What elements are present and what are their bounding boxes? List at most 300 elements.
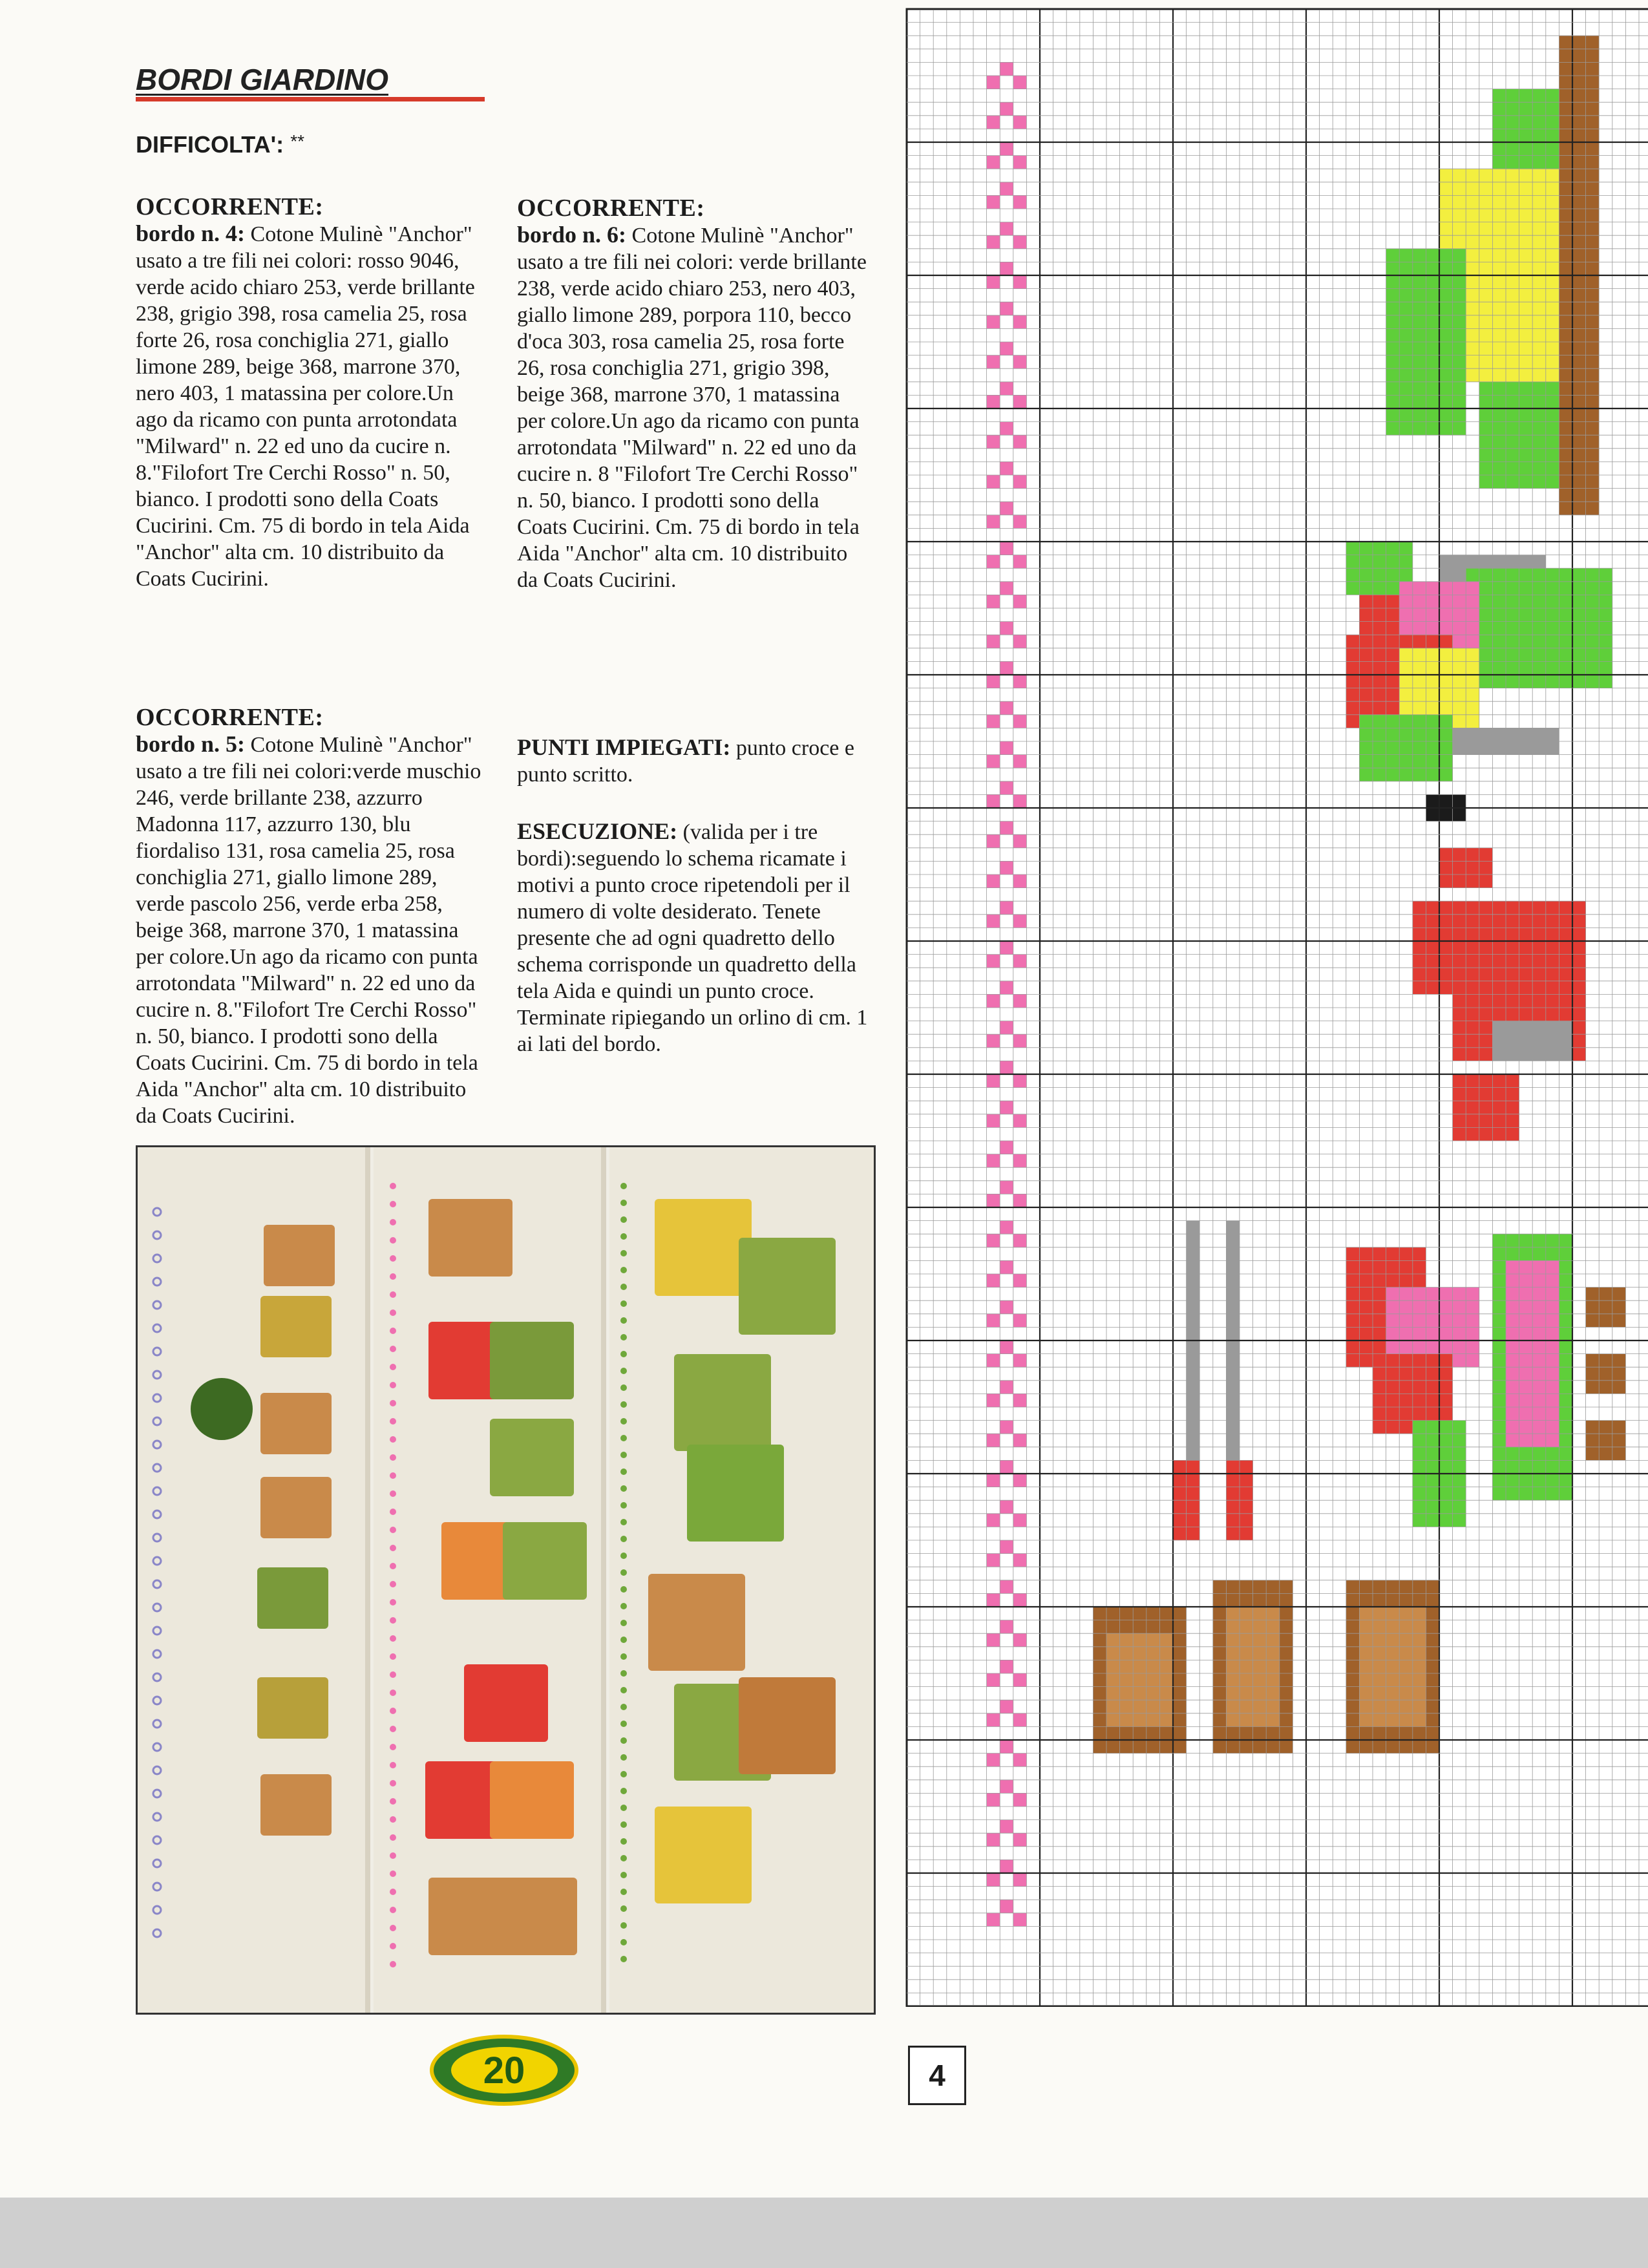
blue-dot-stitch bbox=[153, 1487, 161, 1495]
pink-chain-stitch bbox=[987, 1314, 1000, 1328]
green-leaf-stitch bbox=[620, 1519, 627, 1525]
embroidered-motif bbox=[655, 1199, 752, 1296]
blue-dot-stitch bbox=[153, 1650, 161, 1658]
pink-chain-stitch bbox=[987, 915, 1000, 928]
embroidered-motif bbox=[490, 1419, 574, 1496]
blue-dot-stitch bbox=[153, 1813, 161, 1821]
pink-chain-stitch bbox=[1000, 382, 1013, 396]
pink-chain-stitch bbox=[390, 1273, 396, 1280]
embroidered-pot bbox=[260, 1296, 332, 1357]
pink-chain-stitch bbox=[1000, 1221, 1013, 1235]
pink-chain-stitch bbox=[1013, 1474, 1027, 1487]
pink-chain-stitch bbox=[1013, 1234, 1027, 1247]
pink-chain-stitch bbox=[1000, 1660, 1013, 1673]
green-leaf-stitch bbox=[620, 1267, 627, 1273]
pink-chain-stitch bbox=[987, 755, 1000, 768]
pot-edge bbox=[1586, 1421, 1626, 1461]
blue-dot-stitch bbox=[153, 1301, 161, 1309]
bordo5-paragraph bbox=[136, 731, 488, 1129]
blue-dot-stitch bbox=[153, 1255, 161, 1262]
pink-chain-stitch bbox=[1013, 675, 1027, 688]
blue-dot-stitch bbox=[153, 1394, 161, 1402]
pink-chain-stitch bbox=[1000, 1460, 1013, 1474]
green-leaf-stitch bbox=[620, 1485, 627, 1492]
pink-chain-stitch bbox=[987, 76, 1000, 89]
pink-chain-stitch bbox=[987, 994, 1000, 1008]
green-leaf-stitch bbox=[620, 1670, 627, 1677]
pink-chain-stitch bbox=[390, 1255, 396, 1262]
pink-chain-stitch bbox=[1013, 555, 1027, 569]
embroidery-motifs bbox=[138, 1147, 874, 2013]
pink-chain-stitch bbox=[1013, 1034, 1027, 1048]
pink-chain-stitch bbox=[1000, 502, 1013, 515]
pink-chain-stitch bbox=[390, 1744, 396, 1750]
blue-dot-stitch bbox=[153, 1557, 161, 1565]
green-leaf-stitch bbox=[620, 1502, 627, 1509]
pink-chain-stitch bbox=[1013, 1554, 1027, 1567]
pink-chain-stitch bbox=[987, 1633, 1000, 1647]
pink-chain-stitch bbox=[1013, 1633, 1027, 1647]
pink-chain-stitch bbox=[987, 1833, 1000, 1847]
pink-chain-stitch bbox=[1000, 1860, 1013, 1873]
pink-chain-stitch bbox=[1013, 315, 1027, 329]
pink-chain-stitch bbox=[390, 1400, 396, 1406]
green-leaf-stitch bbox=[620, 1821, 627, 1828]
pink-chain-stitch bbox=[987, 1754, 1000, 1767]
pink-chain-stitch bbox=[1013, 955, 1027, 968]
pink-chain-stitch bbox=[390, 1472, 396, 1479]
pink-chain-stitch bbox=[1000, 701, 1013, 715]
pink-chain-stitch bbox=[1000, 1260, 1013, 1274]
blue-dot-stitch bbox=[153, 1836, 161, 1844]
pink-chain-stitch bbox=[390, 1291, 396, 1298]
pink-chain-stitch bbox=[987, 1673, 1000, 1687]
pink-chain-stitch bbox=[1000, 582, 1013, 595]
green-leaf-stitch bbox=[620, 1216, 627, 1223]
pink-chain-stitch bbox=[1000, 1900, 1013, 1913]
blue-dot-stitch bbox=[153, 1697, 161, 1704]
pink-chain-stitch bbox=[390, 1382, 396, 1388]
bordo6-label: bordo n. 6: bbox=[517, 222, 627, 248]
pink-chain-stitch bbox=[1013, 1673, 1027, 1687]
pink-chain-stitch bbox=[987, 874, 1000, 888]
green-leaf-stitch bbox=[620, 1956, 627, 1962]
embroidered-motif bbox=[739, 1238, 836, 1335]
pink-chain-stitch bbox=[987, 1913, 1000, 1927]
embroidered-motif bbox=[687, 1445, 784, 1542]
green-leaf-stitch bbox=[620, 1788, 627, 1794]
pink-chain-stitch bbox=[1013, 915, 1027, 928]
pink-chain-stitch bbox=[390, 1545, 396, 1551]
chart-number-box: 4 bbox=[908, 2046, 966, 2105]
esecuzione-section bbox=[517, 818, 872, 1057]
blue-dot-stitch bbox=[153, 1860, 161, 1867]
pink-chain-stitch bbox=[1013, 1593, 1027, 1607]
pink-chain-stitch bbox=[987, 395, 1000, 408]
pink-chain-stitch bbox=[390, 1762, 396, 1768]
pink-chain-stitch bbox=[1000, 622, 1013, 635]
pink-chain-stitch bbox=[390, 1527, 396, 1533]
green-leaf-stitch bbox=[620, 1368, 627, 1374]
pink-chain-stitch bbox=[1000, 1061, 1013, 1074]
difficulty-label: DIFFICOLTA': bbox=[136, 131, 284, 158]
pink-chain-stitch bbox=[1000, 342, 1013, 355]
pink-chain-stitch bbox=[390, 1907, 396, 1913]
pink-chain-stitch bbox=[987, 1274, 1000, 1288]
pink-chain-stitch bbox=[987, 475, 1000, 489]
pink-chain-stitch bbox=[390, 1871, 396, 1877]
pink-chain-stitch bbox=[987, 435, 1000, 449]
scan-bottom-band bbox=[0, 2198, 1648, 2268]
pink-chain-stitch bbox=[987, 1713, 1000, 1727]
pink-chain-stitch bbox=[390, 1617, 396, 1624]
pink-chain-stitch bbox=[987, 1394, 1000, 1407]
pot-stripes bbox=[1359, 1607, 1426, 1726]
pink-chain-stitch bbox=[1000, 1540, 1013, 1554]
pink-chain-stitch bbox=[1000, 1341, 1013, 1354]
embroidered-pot bbox=[257, 1567, 328, 1629]
pink-chain-stitch bbox=[987, 1793, 1000, 1807]
green-leaf-stitch bbox=[620, 1435, 627, 1441]
pink-chain-stitch bbox=[987, 1154, 1000, 1168]
pink-chain-stitch bbox=[987, 794, 1000, 808]
green-leaf-stitch bbox=[620, 1401, 627, 1408]
blue-dot-stitch bbox=[153, 1883, 161, 1891]
pink-chain-stitch bbox=[1013, 1754, 1027, 1767]
pink-chain-stitch bbox=[1000, 861, 1013, 874]
pink-chain-stitch bbox=[987, 1873, 1000, 1887]
pink-chain-stitch bbox=[1013, 395, 1027, 408]
green-leaf-stitch bbox=[620, 1586, 627, 1593]
pink-chain-stitch bbox=[1000, 1381, 1013, 1394]
pink-chain-stitch bbox=[1013, 1873, 1027, 1887]
pink-chain-stitch bbox=[1013, 834, 1027, 848]
pink-chain-stitch bbox=[1000, 1780, 1013, 1794]
pink-chain-stitch bbox=[987, 515, 1000, 529]
pink-chain-stitch bbox=[1013, 595, 1027, 608]
pink-chain-stitch bbox=[390, 1726, 396, 1732]
pink-chain-stitch bbox=[1000, 182, 1013, 196]
pink-chain-stitch bbox=[390, 1852, 396, 1859]
pink-chain-stitch bbox=[1000, 142, 1013, 156]
pink-chain-stitch bbox=[1013, 156, 1027, 169]
pink-chain-stitch bbox=[1000, 1181, 1013, 1194]
pink-chain-stitch bbox=[1013, 1154, 1027, 1168]
blue-dot-stitch bbox=[153, 1580, 161, 1588]
pink-chain-stitch bbox=[1000, 941, 1013, 955]
pink-chain-stitch bbox=[1000, 1421, 1013, 1434]
pink-chain-stitch bbox=[1000, 1101, 1013, 1114]
pink-chain-stitch bbox=[390, 1201, 396, 1207]
pink-chain-stitch bbox=[987, 1354, 1000, 1368]
embroidered-motif bbox=[648, 1574, 745, 1671]
pink-chain-stitch bbox=[390, 1925, 396, 1931]
cross-stitch-chart bbox=[902, 6, 1648, 2007]
bordo4-label: bordo n. 4: bbox=[136, 220, 246, 246]
bordo6-paragraph bbox=[517, 222, 872, 593]
embroidered-borders-photo bbox=[136, 1145, 876, 2015]
green-leaf-stitch bbox=[620, 1737, 627, 1744]
pink-chain-stitch bbox=[1000, 661, 1013, 675]
embroidered-pot bbox=[260, 1774, 332, 1836]
embroidered-motif bbox=[428, 1199, 512, 1277]
title-underline-rule bbox=[136, 97, 485, 101]
green-leaf-stitch bbox=[620, 1569, 627, 1576]
pink-chain-stitch bbox=[1013, 435, 1027, 449]
pink-chain-stitch bbox=[390, 1328, 396, 1334]
pink-chain-stitch bbox=[1013, 874, 1027, 888]
pink-chain-stitch bbox=[987, 834, 1000, 848]
pink-chain-stitch bbox=[390, 1581, 396, 1587]
pink-chain-stitch bbox=[390, 1671, 396, 1678]
pink-chain-stitch bbox=[390, 1943, 396, 1949]
pink-chain-stitch bbox=[987, 1554, 1000, 1567]
embroidered-pot bbox=[260, 1477, 332, 1538]
pink-chain-stitch bbox=[1000, 1700, 1013, 1713]
blue-dot-stitch bbox=[153, 1510, 161, 1518]
pink-chain-stitch bbox=[987, 315, 1000, 329]
pot-edge bbox=[1586, 1288, 1626, 1328]
pink-chain-stitch bbox=[1013, 715, 1027, 728]
green-leaf-stitch bbox=[620, 1183, 627, 1189]
bordo5-text: Cotone Mulinè "Anchor" usato a tre fili nei colori:verde muschio 246, verde brillante 238, azzurro Madonna 117, azzurro 130, blu fiordaliso 131, rosa camelia 25, rosa conchiglia 271, giallo limone 289, verde pascolo 256, verde erba 258, beige 368, marrone 370, 1 matassina per colore.Un ago da ricamo con punta arrotondata "Milward" n. 22 ed uno da cucire n. 8."Filofort Tre Cerchi Rosso" n. 50, bianco. I prodotti sono della Coats Cucirini. Cm. 75 di bordo in tela Aida "Anchor" alta cm. 10 distribuito da Coats Cucirini. bbox=[136, 733, 481, 1128]
green-leaf-stitch bbox=[620, 1468, 627, 1475]
pink-chain-stitch bbox=[390, 1418, 396, 1425]
green-leaf-stitch bbox=[620, 1889, 627, 1895]
watering-can-body bbox=[1466, 568, 1612, 688]
green-leaf-stitch bbox=[620, 1771, 627, 1777]
blue-dot-stitch bbox=[153, 1627, 161, 1635]
pink-chain-stitch bbox=[1000, 1500, 1013, 1514]
green-leaf-stitch bbox=[620, 1905, 627, 1912]
pink-chain-stitch bbox=[390, 1889, 396, 1895]
bordo6-text: Cotone Mulinè "Anchor" usato a tre fili nei colori: verde brillante 238, verde acido chiaro 253, nero 403, giallo limone 289, porpora 110, becco d'oca 303, rosa camelia 25, rosa forte 26, rosa conchiglia 271, grigio 398, beige 368, marrone 370, 1 matassina per colore.Un ago da ricamo con punta arrotondata "Milward" n. 22 ed uno da cucire n. 8 "Filofort Tre Cerchi Rosso" n. 50, bianco. I prodotti sono della Coats Cucirini. Cm. 75 di bordo in tela Aida "Anchor" alta cm. 10 distribuito da Coats Cucirini. bbox=[517, 224, 867, 592]
pink-chain-stitch bbox=[987, 355, 1000, 369]
pink-chain-stitch bbox=[390, 1690, 396, 1696]
pink-chain-stitch bbox=[1000, 302, 1013, 315]
pink-chain-stitch bbox=[390, 1834, 396, 1841]
pink-chain-stitch bbox=[987, 1074, 1000, 1088]
embroidered-motif bbox=[674, 1354, 771, 1451]
difficulty-line bbox=[136, 131, 304, 158]
pink-chain-stitch bbox=[1013, 1194, 1027, 1207]
pink-chain-stitch bbox=[1013, 116, 1027, 129]
green-leaf-stitch bbox=[620, 1200, 627, 1206]
blue-dot-stitch bbox=[153, 1673, 161, 1681]
pink-chain-stitch bbox=[390, 1237, 396, 1244]
embroidered-motif bbox=[503, 1522, 587, 1600]
pink-chain-stitch bbox=[1000, 461, 1013, 475]
pink-chain-stitch bbox=[1013, 1514, 1027, 1527]
pot-edge bbox=[1586, 1354, 1626, 1394]
embroidered-motif bbox=[655, 1807, 752, 1903]
topiary-tree bbox=[191, 1378, 253, 1440]
green-leaf-stitch bbox=[620, 1687, 627, 1693]
green-leaf-stitch bbox=[620, 1939, 627, 1945]
pink-chain-stitch bbox=[1013, 1394, 1027, 1407]
pink-chain-stitch bbox=[987, 275, 1000, 289]
embroidered-motif bbox=[464, 1664, 548, 1742]
pink-chain-stitch bbox=[987, 555, 1000, 569]
bordo5-heading: OCCORRENTE: bbox=[136, 704, 324, 731]
pink-chain-stitch bbox=[1013, 1434, 1027, 1447]
green-leaf-stitch bbox=[620, 1300, 627, 1307]
pink-chain-stitch bbox=[987, 635, 1000, 648]
pink-chain-stitch bbox=[390, 1454, 396, 1461]
page-title: BORDI GIARDINO bbox=[136, 63, 388, 96]
pink-chain-stitch bbox=[1013, 195, 1027, 209]
pink-chain-stitch bbox=[1013, 994, 1027, 1008]
pink-chain-stitch bbox=[1000, 1740, 1013, 1754]
green-leaf-stitch bbox=[620, 1754, 627, 1761]
pink-chain-stitch bbox=[1000, 1141, 1013, 1154]
pink-chain-stitch bbox=[987, 1194, 1000, 1207]
punti-paragraph bbox=[517, 734, 872, 788]
pink-chain-stitch bbox=[390, 1780, 396, 1786]
green-leaf-stitch bbox=[620, 1233, 627, 1240]
blue-dot-stitch bbox=[153, 1790, 161, 1797]
pink-chain-stitch bbox=[390, 1509, 396, 1515]
blue-dot-stitch bbox=[153, 1324, 161, 1332]
pink-chain-stitch bbox=[987, 195, 1000, 209]
pink-chain-stitch bbox=[1000, 901, 1013, 915]
embroidered-motif bbox=[739, 1677, 836, 1774]
green-leaf-stitch bbox=[620, 1872, 627, 1878]
blue-dot-stitch bbox=[153, 1604, 161, 1611]
pink-chain-stitch bbox=[1000, 222, 1013, 236]
pink-chain-stitch bbox=[390, 1346, 396, 1352]
pink-chain-stitch bbox=[390, 1490, 396, 1497]
pink-chain-stitch bbox=[390, 1309, 396, 1316]
blue-dot-stitch bbox=[153, 1534, 161, 1542]
embroidered-pot bbox=[264, 1225, 335, 1286]
pink-chain-stitch bbox=[1000, 542, 1013, 555]
green-leaf-stitch bbox=[620, 1351, 627, 1357]
pink-chain-stitch bbox=[1013, 475, 1027, 489]
pink-chain-stitch bbox=[1000, 1580, 1013, 1594]
blue-dot-stitch bbox=[153, 1766, 161, 1774]
punti-section bbox=[517, 734, 872, 788]
pink-chain-stitch bbox=[390, 1653, 396, 1660]
pink-chain-stitch bbox=[1000, 102, 1013, 116]
embroidered-motif bbox=[493, 1878, 577, 1955]
bordo5-section bbox=[136, 705, 488, 1129]
pink-chain-stitch bbox=[987, 116, 1000, 129]
pink-chain-stitch bbox=[390, 1563, 396, 1569]
pink-chain-stitch bbox=[390, 1708, 396, 1714]
pink-chain-stitch bbox=[1013, 755, 1027, 768]
pink-chain-stitch bbox=[1013, 235, 1027, 249]
pink-chain-stitch bbox=[1013, 1074, 1027, 1088]
pink-chain-stitch bbox=[1000, 422, 1013, 436]
pink-chain-stitch bbox=[987, 1034, 1000, 1048]
pink-chain-stitch bbox=[987, 1474, 1000, 1487]
pink-chain-stitch bbox=[1013, 1713, 1027, 1727]
green-leaf-stitch bbox=[620, 1384, 627, 1391]
blue-dot-stitch bbox=[153, 1720, 161, 1728]
bordo6-heading: OCCORRENTE: bbox=[517, 195, 705, 222]
pink-chain-stitch bbox=[1013, 1114, 1027, 1128]
blue-dot-stitch bbox=[153, 1208, 161, 1216]
pot-stripes bbox=[1106, 1633, 1173, 1726]
pink-chain-stitch bbox=[390, 1635, 396, 1642]
pink-chain-stitch bbox=[390, 1219, 396, 1225]
pink-chain-stitch bbox=[1000, 1820, 1013, 1834]
green-leaf-stitch bbox=[620, 1284, 627, 1290]
pink-chain-stitch bbox=[390, 1816, 396, 1823]
bordo4-section bbox=[136, 194, 488, 592]
pink-chain-stitch bbox=[987, 1434, 1000, 1447]
bordo4-heading: OCCORRENTE: bbox=[136, 193, 324, 220]
bordo5-label: bordo n. 5: bbox=[136, 731, 246, 757]
green-leaf-stitch bbox=[620, 1250, 627, 1256]
blue-dot-stitch bbox=[153, 1371, 161, 1379]
page-number: 20 bbox=[451, 2047, 558, 2093]
pink-chain-stitch bbox=[390, 1599, 396, 1606]
blue-dot-stitch bbox=[153, 1417, 161, 1425]
pink-chain-stitch bbox=[987, 235, 1000, 249]
pink-chain-stitch bbox=[1013, 76, 1027, 89]
green-leaf-stitch bbox=[620, 1922, 627, 1929]
green-leaf-stitch bbox=[620, 1553, 627, 1559]
pink-chain-stitch bbox=[1013, 1913, 1027, 1927]
pink-chain-stitch bbox=[1013, 1833, 1027, 1847]
green-leaf-stitch bbox=[620, 1653, 627, 1660]
bordo4-paragraph bbox=[136, 220, 488, 592]
pink-chain-stitch bbox=[390, 1364, 396, 1370]
pink-chain-stitch bbox=[1013, 1314, 1027, 1328]
green-leaf-stitch bbox=[620, 1603, 627, 1609]
esecuzione-label: ESECUZIONE: bbox=[517, 818, 678, 844]
pink-chain-stitch bbox=[987, 1514, 1000, 1527]
pink-chain-stitch bbox=[1013, 1354, 1027, 1368]
green-leaf-stitch bbox=[620, 1855, 627, 1861]
blue-dot-stitch bbox=[153, 1743, 161, 1751]
pink-chain-stitch bbox=[390, 1798, 396, 1805]
pink-chain-stitch bbox=[1013, 355, 1027, 369]
pink-chain-stitch bbox=[987, 1234, 1000, 1247]
green-leaf-stitch bbox=[620, 1334, 627, 1341]
pink-chain-stitch bbox=[1000, 1021, 1013, 1035]
pink-chain-stitch bbox=[987, 1114, 1000, 1128]
pink-chain-stitch bbox=[1000, 981, 1013, 995]
blue-dot-stitch bbox=[153, 1231, 161, 1239]
pink-chain-stitch bbox=[1000, 1620, 1013, 1634]
pink-chain-stitch bbox=[1000, 741, 1013, 755]
green-leaf-stitch bbox=[620, 1536, 627, 1542]
pink-chain-stitch bbox=[390, 1183, 396, 1189]
blue-dot-stitch bbox=[153, 1929, 161, 1937]
pink-chain-stitch bbox=[1013, 635, 1027, 648]
blue-dot-stitch bbox=[153, 1906, 161, 1914]
green-leaf-stitch bbox=[620, 1317, 627, 1324]
difficulty-stars: ** bbox=[290, 131, 304, 151]
green-leaf-stitch bbox=[620, 1418, 627, 1425]
punti-label: PUNTI IMPIEGATI: bbox=[517, 734, 731, 760]
blue-dot-stitch bbox=[153, 1348, 161, 1355]
stitch-grid bbox=[902, 6, 1648, 2007]
pink-chain-stitch bbox=[1000, 62, 1013, 76]
pink-chain-stitch bbox=[987, 955, 1000, 968]
pink-chain-stitch bbox=[1013, 1793, 1027, 1807]
esecuzione-text: (valida per i tre bordi):seguendo lo schema ricamate i motivi a punto croce ripetendoli per il numero di volte desiderato. Tenete presente che ad ogni quadretto dello schema corrisponde un quadretto della tela Aida e quindi un punto croce. Terminate ripiegando un orlino di cm. 1 ai lati del bordo. bbox=[517, 820, 868, 1056]
bordo4-text: Cotone Mulinè "Anchor" usato a tre fili nei colori: rosso 9046, verde acido chiaro 253, verde brillante 238, grigio 398, rosa camelia 25, rosa forte 26, rosa conchiglia 271, giallo limone 289, beige 368, marrone 370, nero 403, 1 matassina per colore.Un ago da ricamo con punta arrotondata "Milward" n. 22 ed uno da cucire n. 8."Filofort Tre Cerchi Rosso" n. 50, bianco. I prodotti sono della Coats Cucirini. Cm. 75 di bordo in tela Aida "Anchor" alta cm. 10 distribuito da Coats Cucirini. bbox=[136, 222, 475, 591]
green-leaf-stitch bbox=[620, 1620, 627, 1626]
green-leaf-stitch bbox=[620, 1838, 627, 1845]
pink-chain-stitch bbox=[987, 1593, 1000, 1607]
pink-chain-stitch bbox=[1013, 794, 1027, 808]
pink-chain-stitch bbox=[1013, 515, 1027, 529]
